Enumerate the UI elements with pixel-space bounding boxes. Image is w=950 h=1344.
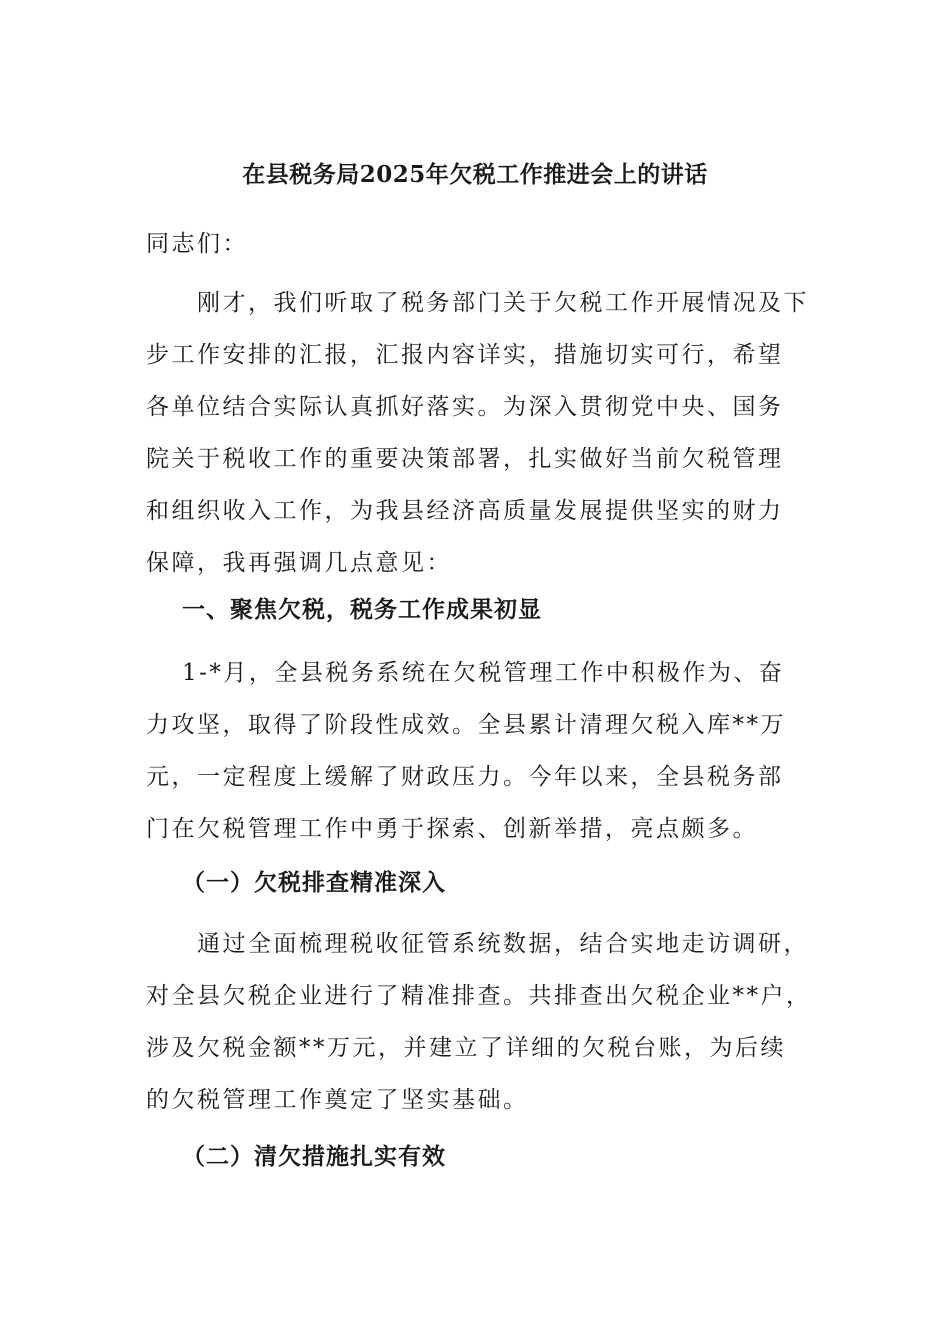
intro-paragraph	[146, 277, 809, 589]
intro-line: 刚才，我们听取了税务部门关于欠税工作开展情况及下	[146, 290, 809, 316]
document-title: 在县税务局2025年欠税工作推进会上的讲话	[242, 161, 708, 188]
intro-line: 各单位结合实际认真抓好落实。为深入贯彻党中央、国务	[146, 394, 784, 420]
intro-line: 和组织收入工作，为我县经济高质量发展提供坚实的财力	[146, 498, 784, 524]
intro-line: 保障，我再强调几点意见：	[146, 550, 452, 576]
sub1-line: 涉及欠税金额**万元，并建立了详细的欠税台账，为后续	[146, 1035, 786, 1061]
section1-line: 元，一定程度上缓解了财政压力。今年以来，全县税务部	[146, 764, 784, 790]
intro-line: 步工作安排的汇报，汇报内容详实，措施切实可行，希望	[146, 342, 784, 368]
section1-line: 力攻坚，取得了阶段性成效。全县累计清理欠税入库**万	[146, 712, 786, 738]
salutation-text: 同志们：	[146, 231, 248, 257]
subsection-heading-1: （一）欠税排查精准深入	[182, 869, 446, 896]
intro-line: 院关于税收工作的重要决策部署，扎实做好当前欠税管理	[146, 446, 784, 472]
section1-line: 1-*月，全县税务系统在欠税管理工作中积极作为、奋	[182, 660, 785, 686]
sub1-paragraph	[146, 918, 812, 1126]
sub1-line: 的欠税管理工作奠定了坚实基础。	[146, 1087, 529, 1113]
subsection-heading-2: （二）清欠措施扎实有效	[182, 1143, 446, 1170]
salutation	[146, 218, 806, 270]
sub1-line: 对全县欠税企业进行了精准排查。共排查出欠税企业**户，	[146, 983, 812, 1009]
sub1-line: 通过全面梳理税收征管系统数据，结合实地走访调研，	[146, 931, 809, 957]
section1-line: 门在欠税管理工作中勇于探索、创新举措，亮点颇多。	[146, 816, 758, 842]
section-heading-1: 一、聚焦欠税，税务工作成果初显	[182, 596, 542, 623]
section1-paragraph	[146, 647, 806, 855]
